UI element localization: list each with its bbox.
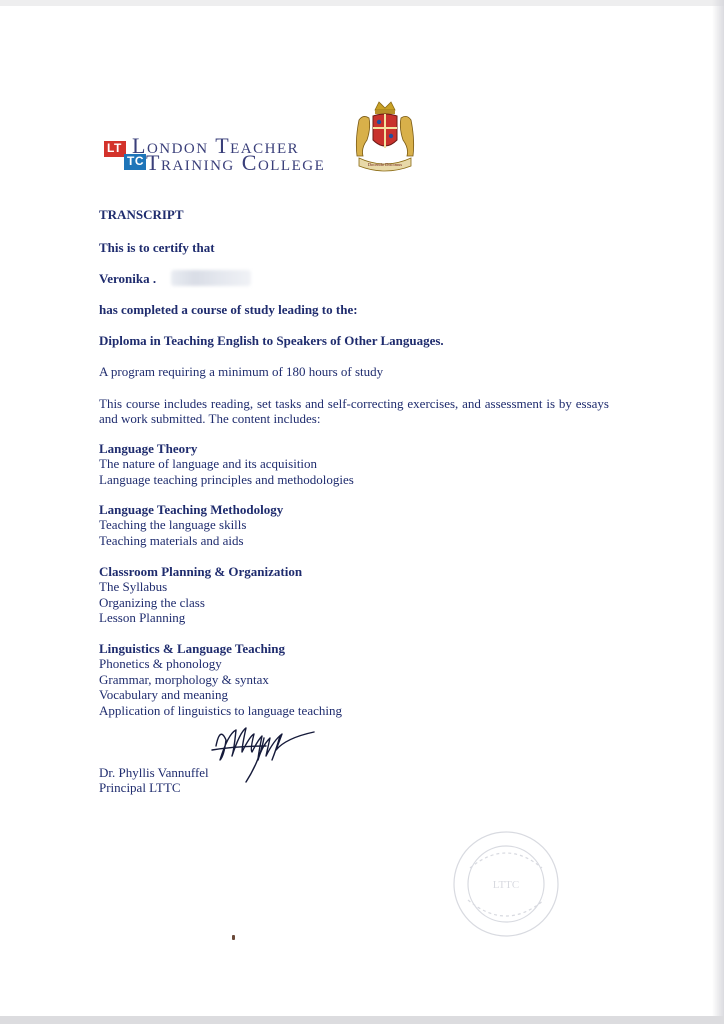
certify-line: This is to certify that (99, 240, 215, 255)
list-item: The Syllabus (99, 579, 168, 594)
coat-of-arms-icon (353, 100, 417, 176)
signature-icon (206, 716, 324, 786)
scan-edge-top (0, 0, 724, 6)
scan-edge-bottom (0, 1016, 724, 1024)
list-item: Vocabulary and meaning (99, 687, 228, 702)
student-name: Veronika . (99, 271, 157, 286)
logo-badge-bottom-text: TC (127, 154, 144, 168)
list-item: Grammar, morphology & syntax (99, 672, 269, 687)
signatory-name: Dr. Phyllis Vannuffel (99, 765, 209, 780)
logo-name-line1: London Teacher (132, 133, 300, 158)
list-item: Organizing the class (99, 595, 205, 610)
logo-badge-top-text: LT (107, 141, 122, 155)
section-title-linguistics: Linguistics & Language Teaching (99, 641, 286, 656)
section-title-language-theory: Language Theory (99, 441, 198, 456)
seal-text: LTTC (492, 879, 520, 891)
scan-edge-right (712, 0, 724, 1024)
section-title-classroom-planning: Classroom Planning & Organization (99, 564, 303, 579)
logo-name-line2: Training College (146, 150, 326, 175)
list-item: The nature of language and its acquisition (99, 456, 318, 471)
scan-speck (232, 935, 235, 940)
crest-motto: Docendo Discimus (367, 162, 403, 167)
college-seal-icon (450, 828, 562, 940)
transcript-heading: TRANSCRIPT (99, 207, 184, 222)
list-item: Application of linguistics to language teaching (99, 703, 342, 718)
list-item: Phonetics & phonology (99, 656, 222, 671)
list-item: Lesson Planning (99, 610, 186, 625)
list-item: Teaching materials and aids (99, 533, 244, 548)
diploma-title: Diploma in Teaching English to Speakers of Other Languages. (99, 333, 444, 348)
college-logo (104, 133, 364, 173)
list-item: Language teaching principles and methodologies (99, 472, 354, 487)
program-hours: A program requiring a minimum of 180 hours of study (99, 364, 384, 379)
signatory-title: Principal LTTC (99, 780, 181, 795)
completion-line: has completed a course of study leading to the: (99, 302, 358, 317)
course-description: This course includes reading, set tasks and self-correcting exercises, and assessment is by essays and work submitted. The content includes: (99, 396, 609, 426)
section-title-methodology: Language Teaching Methodology (99, 502, 284, 517)
redacted-surname (171, 270, 251, 286)
list-item: Teaching the language skills (99, 517, 247, 532)
